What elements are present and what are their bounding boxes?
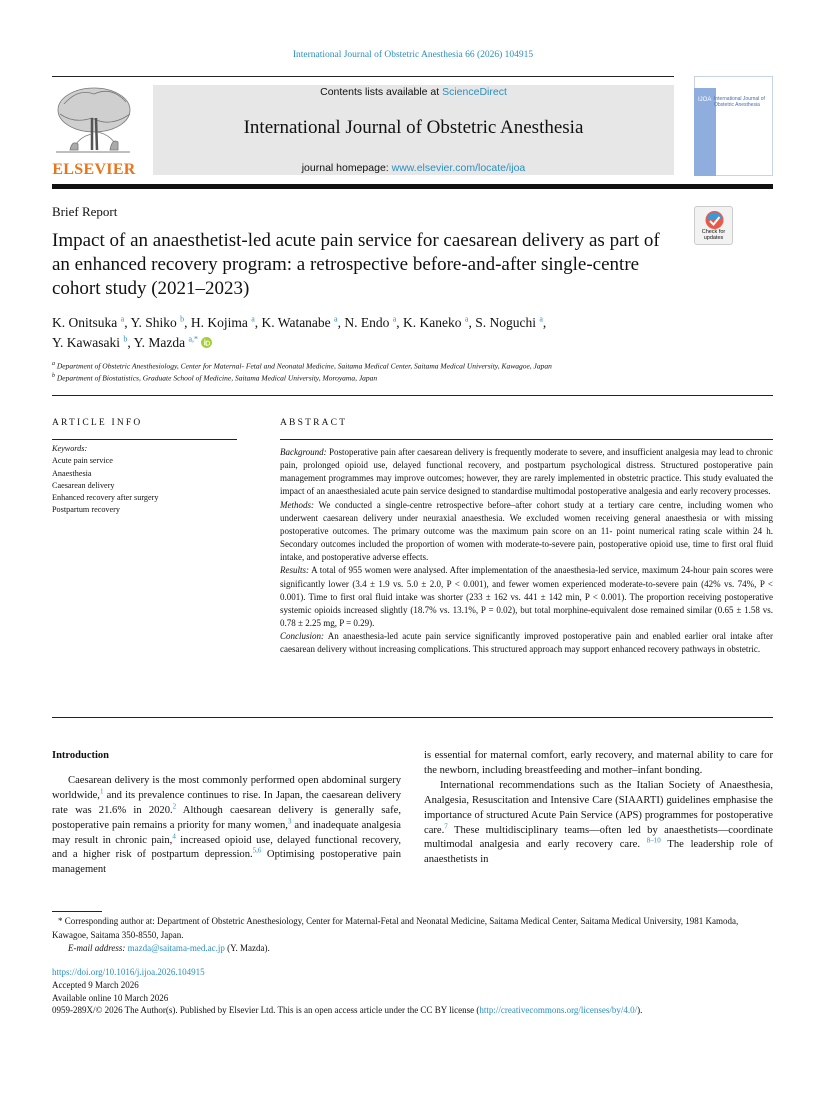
check-for-updates-label: Check for updates: [701, 229, 726, 241]
article-type: Brief Report: [52, 204, 118, 219]
abstract-label: Conclusion:: [280, 631, 324, 642]
cover-title: International Journal of Obstetric Anesthesia: [714, 96, 765, 108]
keywords-box: [52, 443, 237, 517]
abstract-text: We conducted a single-centre retrospective before–after cohort study at a tertiary care centre, including women who underwent caesarean delivery under neuraxial anaesthesia. We excluded women receiving general anaesthesia or with missing postoperative outcomes. The primary outcome was the maximum pain score on an 11- point numerical rating scale within 24 h. Secondary outcomes included the proportion of women with moderate-to-severe pain, postoperative opioid use, time to first oral fluid intake, and postoperative adverse effects.: [280, 499, 773, 563]
article-info-rule: [52, 439, 237, 440]
citation-ref[interactable]: 5,6: [252, 846, 262, 855]
license-link[interactable]: http://creativecommons.org/licenses/by/4.0/: [479, 1005, 638, 1015]
section-heading-introduction: Introduction: [52, 750, 109, 761]
citation-ref[interactable]: 7: [444, 822, 448, 830]
abstract-methods: [280, 499, 773, 565]
doi-link[interactable]: https://doi.org/10.1016/j.ijoa.2026.104915: [52, 967, 205, 977]
intro-paragraph-2: International recommendations such as the Italian Society of Anaesthesia, Analgesia, Resuscitation and Intensive Care (SIAARTI) guidelines emphasise the importance of structured Acute Pain Service (APS) programmes for postoperative care.$^7$ These multidisciplinary teams—often led by anaesthetists—coordinate multimodal analgesia and early recovery care. $^{8-10}$ The leadership role of anaesthetists in: [424, 779, 774, 866]
contents-line: [153, 86, 674, 98]
abstract-text: An anaesthesia-led acute pain service significantly improved postoperative pain and enabled earlier oral intake after caesarean delivery without increasing complications. This structured approach may support enhanced recovery pathways in obstetric.: [280, 631, 773, 655]
contents-prefix: Contents lists available at: [320, 86, 443, 98]
affil-mark[interactable]: a: [539, 314, 543, 324]
affiliation-a: [52, 361, 772, 371]
affil-mark[interactable]: a: [464, 314, 469, 324]
journal-title: International Journal of Obstetric Anesthesia: [243, 117, 584, 138]
accepted-date: Accepted 9 March 2026: [52, 980, 139, 990]
author[interactable]: H. Kojima: [190, 315, 248, 330]
abstract-label: Background:: [280, 447, 327, 457]
citation-ref[interactable]: 1: [99, 787, 104, 796]
keywords-label: Keywords:: [52, 444, 88, 453]
header-thick-rule: [52, 184, 773, 189]
body-column-left: [52, 749, 401, 878]
journal-citation-link[interactable]: International Journal of Obstetric Anesthesia 66 (2026) 104915: [292, 50, 534, 60]
affil-mark[interactable]: b: [180, 314, 185, 324]
intro-paragraph-1: Caesarean delivery is the most commonly performed open abdominal surgery worldwide,$^1$ and its prevalence continues to rise. In Japan, the caesarean delivery rate was 21.6% in 2020.$^2$ Although caesarean delivery is generally safe, postoperative pain remains a priority for many women,$^3$ and inadequate analgesia may result in chronic pain,$^4$ increased opioid use, delayed functional recovery, and a higher risk of postpartum depression.$^{5,6}$ Optimising postoperative pain management: [52, 774, 402, 876]
abstract-text: A total of 955 women were analysed. After implementation of the anaesthesia-led service, maximum 24-hour pain scores were significantly lower (3.4 ± 1.9 vs. 5.0 ± 2.0, P < 0.001), and fewer women experienced moderate-to-severe pain (42% vs. 74%, P < 0.001). Time to first oral fluid intake was shorter (233 ± 162 vs. 441 ± 142 min, P < 0.001). The proportion receiving postoperative systemic opioids increased slightly (18.7% vs. 13.1%, P = 0.02), but total morphine-equivalent dose remained similar (0.65 ± 1.58 vs. 0.78 ± 2.25 mg, P = 0.29).: [280, 565, 773, 629]
keyword[interactable]: Caesarean delivery: [52, 480, 115, 490]
author[interactable]: K. Kaneko: [403, 315, 462, 330]
sciencedirect-link[interactable]: ScienceDirect: [442, 86, 507, 98]
citation-ref[interactable]: 8–10: [646, 836, 661, 845]
license-line: [52, 1005, 773, 1015]
affil-mark[interactable]: a: [334, 314, 338, 324]
affil-mark[interactable]: a: [392, 314, 397, 324]
author[interactable]: S. Noguchi: [475, 315, 536, 330]
affiliation-b: [52, 373, 772, 383]
author[interactable]: Y. Kawasaki: [52, 335, 120, 350]
corresponding-text: Corresponding author at: Department of Obstetric Anesthesiology, Center for Maternal-Fetal and Neonatal Medicine, Saitama Medical Center, Saitama Medical University, 1981 Kamoda, Kawagoe, Saitama 350-8550, Japan.: [52, 916, 739, 940]
affil-mark[interactable]: a: [251, 314, 255, 324]
article-title: Impact of an anaesthetist-led acute pain service for caesarean delivery as part of an enhanced recovery program: a retrospective before-and-after single-centre cohort study (2021–2023): [52, 230, 660, 299]
email-suffix: (Y. Mazda).: [224, 943, 270, 953]
email-label: E-mail address:: [68, 943, 128, 953]
article-info-heading: ARTICLE INFO: [52, 418, 143, 428]
abstract-body: [280, 446, 773, 657]
cover-code: IJOA: [698, 97, 712, 103]
keyword[interactable]: Enhanced recovery after surgery: [52, 493, 159, 503]
author[interactable]: K. Watanabe: [261, 315, 331, 330]
affil-mark[interactable]: a,*: [188, 334, 199, 344]
orcid-icon[interactable]: [201, 337, 212, 348]
keyword[interactable]: Anaesthesia: [52, 468, 92, 478]
author[interactable]: N. Endo: [344, 315, 390, 330]
homepage-link[interactable]: www.elsevier.com/locate/ijoa: [391, 162, 526, 174]
body-column-right: [424, 749, 773, 868]
abstract-rule: [280, 439, 773, 440]
elsevier-wordmark: ELSEVIER: [52, 161, 136, 178]
intro-paragraph-continued: is essential for maternal comfort, early recovery, and maternal ability to care for the newborn, including breastfeeding and mother–infant bonding.: [424, 750, 773, 776]
affiliation-text: Department of Obstetric Anesthesiology, Center for Maternal- Fetal and Neonatal Medicine, Saitama Medical Center, Saitama Medical University, Kawagoe, Japan: [56, 361, 552, 371]
corresponding-footnote: [52, 915, 773, 956]
affiliation-text: Department of Biostatistics, Graduate School of Medicine, Saitama Medical University, Moroyama, Japan: [56, 373, 378, 383]
affiliation-mark: b: [52, 373, 55, 379]
abstract-text: Postoperative pain after caesarean delivery is frequently moderate to severe, and insufficient analgesia may lead to chronic pain, prolonged opioid use, delayed functional recovery, and postpartum psychological distress. Structured postoperative pain management programmes may improve outcomes; however, they are rarely implemented in obstetric practice. This study evaluated the impact of an anaesthesialed acute pain service designed to standardise multimodal postoperative analgesia and early recovery processes.: [280, 447, 774, 497]
citation-ref[interactable]: 2: [172, 802, 177, 811]
author-list: K. Onitsuka $^a$, Y. Shiko $^b$, H. Kojima $^a$, K. Watanabe $^a$, N. Endo $^a$, K. Kaneko $^a$, S. Noguchi $^a$, Y. Kawasaki $^b$, Y. Mazda $^{a,*}$: [52, 314, 547, 350]
affiliation-mark: a: [52, 361, 55, 367]
abstract-label: Results:: [280, 565, 309, 576]
header-rule: [52, 76, 674, 77]
abstract-label: Methods:: [280, 499, 314, 510]
homepage-prefix: journal homepage:: [301, 162, 392, 174]
citation-ref[interactable]: 4: [172, 832, 176, 840]
available-date: Available online 10 March 2026: [52, 993, 169, 1003]
author[interactable]: Y. Shiko: [130, 315, 177, 330]
affil-mark[interactable]: a: [120, 314, 125, 324]
author[interactable]: K. Onitsuka: [52, 315, 118, 330]
footnote-star: *: [58, 916, 65, 926]
footnote-rule: [52, 911, 102, 912]
author[interactable]: Y. Mazda: [133, 335, 186, 350]
license-prefix: 0959-289X/© 2026 The Author(s). Published by Elsevier Ltd. This is an open access article under the CC BY license (: [52, 1005, 480, 1015]
email-link[interactable]: mazda@saitama-med.ac.jp: [127, 943, 225, 953]
abstract-heading: ABSTRACT: [280, 418, 348, 428]
abstract-conclusion: [280, 630, 773, 656]
section-rule: [52, 395, 773, 396]
abstract-results: [280, 564, 773, 630]
affil-mark[interactable]: b: [123, 334, 128, 344]
homepage-line: [153, 162, 674, 174]
keyword[interactable]: Acute pain service: [52, 456, 113, 466]
license-suffix: ).: [637, 1005, 643, 1015]
citation-ref[interactable]: 3: [287, 817, 292, 826]
abstract-background: [280, 446, 773, 499]
keyword[interactable]: Postpartum recovery: [52, 505, 120, 515]
abstract-end-rule: [52, 717, 773, 718]
